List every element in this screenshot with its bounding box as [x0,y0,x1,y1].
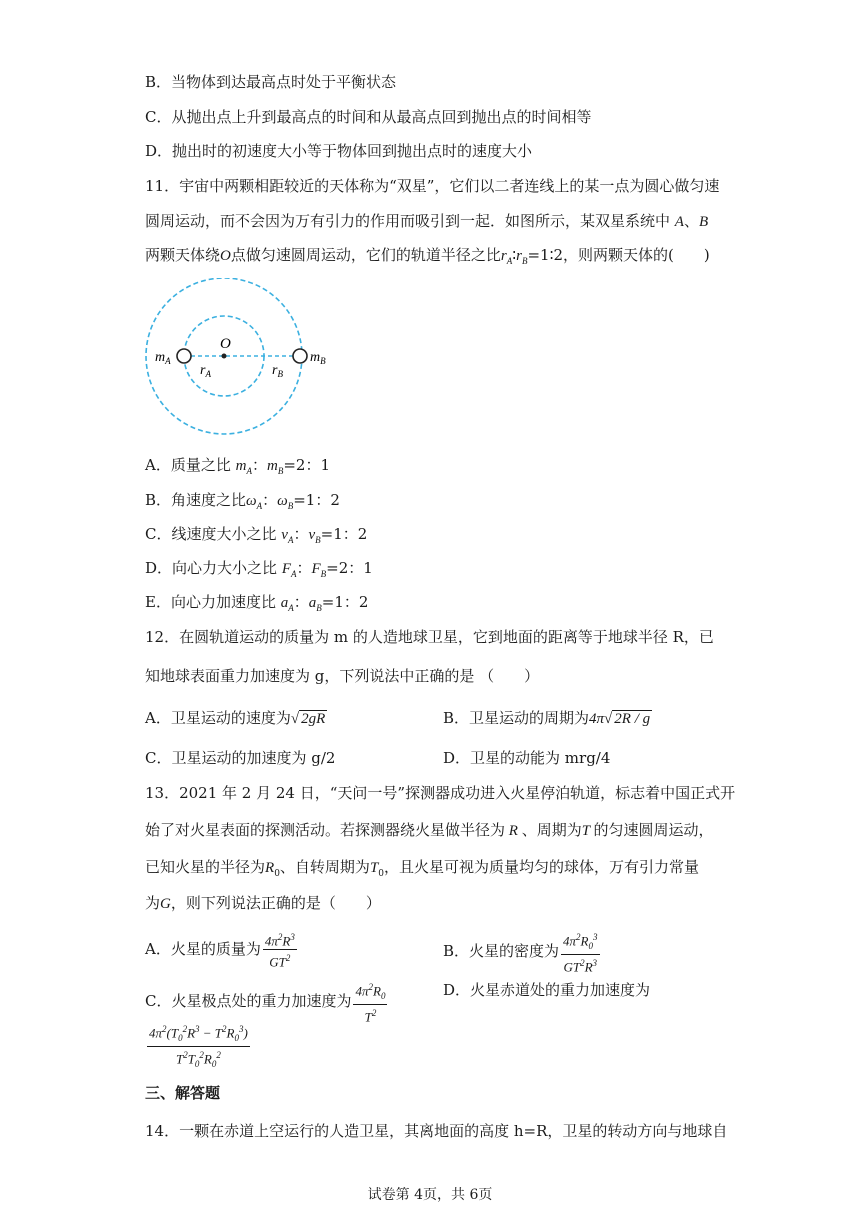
label-ma: $m_A$ [155,350,171,366]
q11-option-b: B．角速度之比$\omega_A$：$\omega_B=1$：2 [145,491,340,511]
q11-option-c: C．线速度大小之比 $v_A$：$v_B=1$：2 [145,525,368,545]
q13-option-a: A．火星的质量为 $\frac{4\pi^2R^3}{GT^2}$ [145,932,295,970]
q12-stem-line1: 12．在圆轨道运动的质量为 m 的人造地球卫星，它到地面的距离等于地球半径 R，已 [145,628,714,646]
q12-option-d: D．卫星的动能为 mrg/4 [443,749,611,767]
q12-option-a: A．卫星运动的速度为√ 2gR [145,709,326,727]
q12-stem-line2: 知地球表面重力加速度为 g，下列说法中正确的是 （ ） [145,667,540,685]
q13-option-b: B．火星的密度为 $\frac{4\pi^2R_0^3}{GT^2R^3}$ [443,932,598,975]
q13-option-d-formula: $\frac{4\pi^2(T_0^2R^3 - T^2R_0^3)}{T^2T_0^2R_0^2}$ [149,1024,248,1069]
q11-option-d: D．向心力大小之比 $F_A$：$F_B=2$：1 [145,559,373,579]
q13-stem-line3: 已知火星的半径为$R_0$、自转周期为$T_0$，且火星可视为质量均匀的球体，万有引力常量 [145,858,700,879]
q13-stem-line4: 为G，则下列说法正确的是（ ） [145,894,381,912]
q11-stem-line2: 圆周运动，而不会因为万有引力的作用而吸引到一起．如图所示，某双星系统中 A、B [145,212,709,230]
q11-stem-line3: 两颗天体绕O点做匀速圆周运动，它们的轨道半径之比$r_A∶r_B=1∶2$，则两颗天体的( ) [145,246,710,266]
q13-stem-line2: 始了对火星表面的探测活动。若探测器绕火星做半径为 R 、周期为T 的匀速圆周运动， [145,821,714,839]
label-mb: $m_B$ [310,350,326,366]
q13-stem-line1: 13．2021 年 2 月 24 日，“天问一号”探测器成功进入火星停泊轨道，标志着中国正式开 [145,784,736,802]
q14-stem-line1: 14．一颗在赤道上空运行的人造卫星，其离地面的高度 h=R，卫星的转动方向与地球自 [145,1122,728,1140]
q11-stem-line1: 11．宇宙中两颗相距较近的天体称为“双星”，它们以二者连线上的某一点为圆心做匀速 [145,177,720,195]
q10-option-b: B．当物体到达最高点时处于平衡状态 [145,73,397,91]
q11-option-e: E．向心力加速度比 $a_A$：$a_B=1$：2 [145,593,369,613]
label-rb: $r_B$ [272,363,283,379]
star-a [177,349,191,363]
center-point [222,354,227,359]
q10-option-d: D．抛出时的初速度大小等于物体回到抛出点时的速度大小 [145,142,533,160]
star-b [293,349,307,363]
q13-option-d: D．火星赤道处的重力加速度为 [443,981,651,999]
q13-option-c: C．火星极点处的重力加速度为 $\frac{4\pi^2R_0}{T^2}$ [145,982,386,1025]
label-o: O [220,336,231,352]
q12-option-c: C．卫星运动的加速度为 g/2 [145,749,336,767]
label-ra: $r_A$ [200,363,211,379]
q10-option-c: C．从抛出点上升到最高点的时间和从最高点回到抛出点的时间相等 [145,108,592,126]
q11-option-a: A．质量之比 $m_A$：$m_B=2$：1 [145,456,330,476]
page-footer: 试卷第 4页，共 6页 [367,1187,493,1203]
section-heading: 三、解答题 [145,1084,221,1102]
binary-star-diagram [140,278,340,443]
q12-option-b: B．卫星运动的周期为4π√ 2R / g [443,709,651,727]
